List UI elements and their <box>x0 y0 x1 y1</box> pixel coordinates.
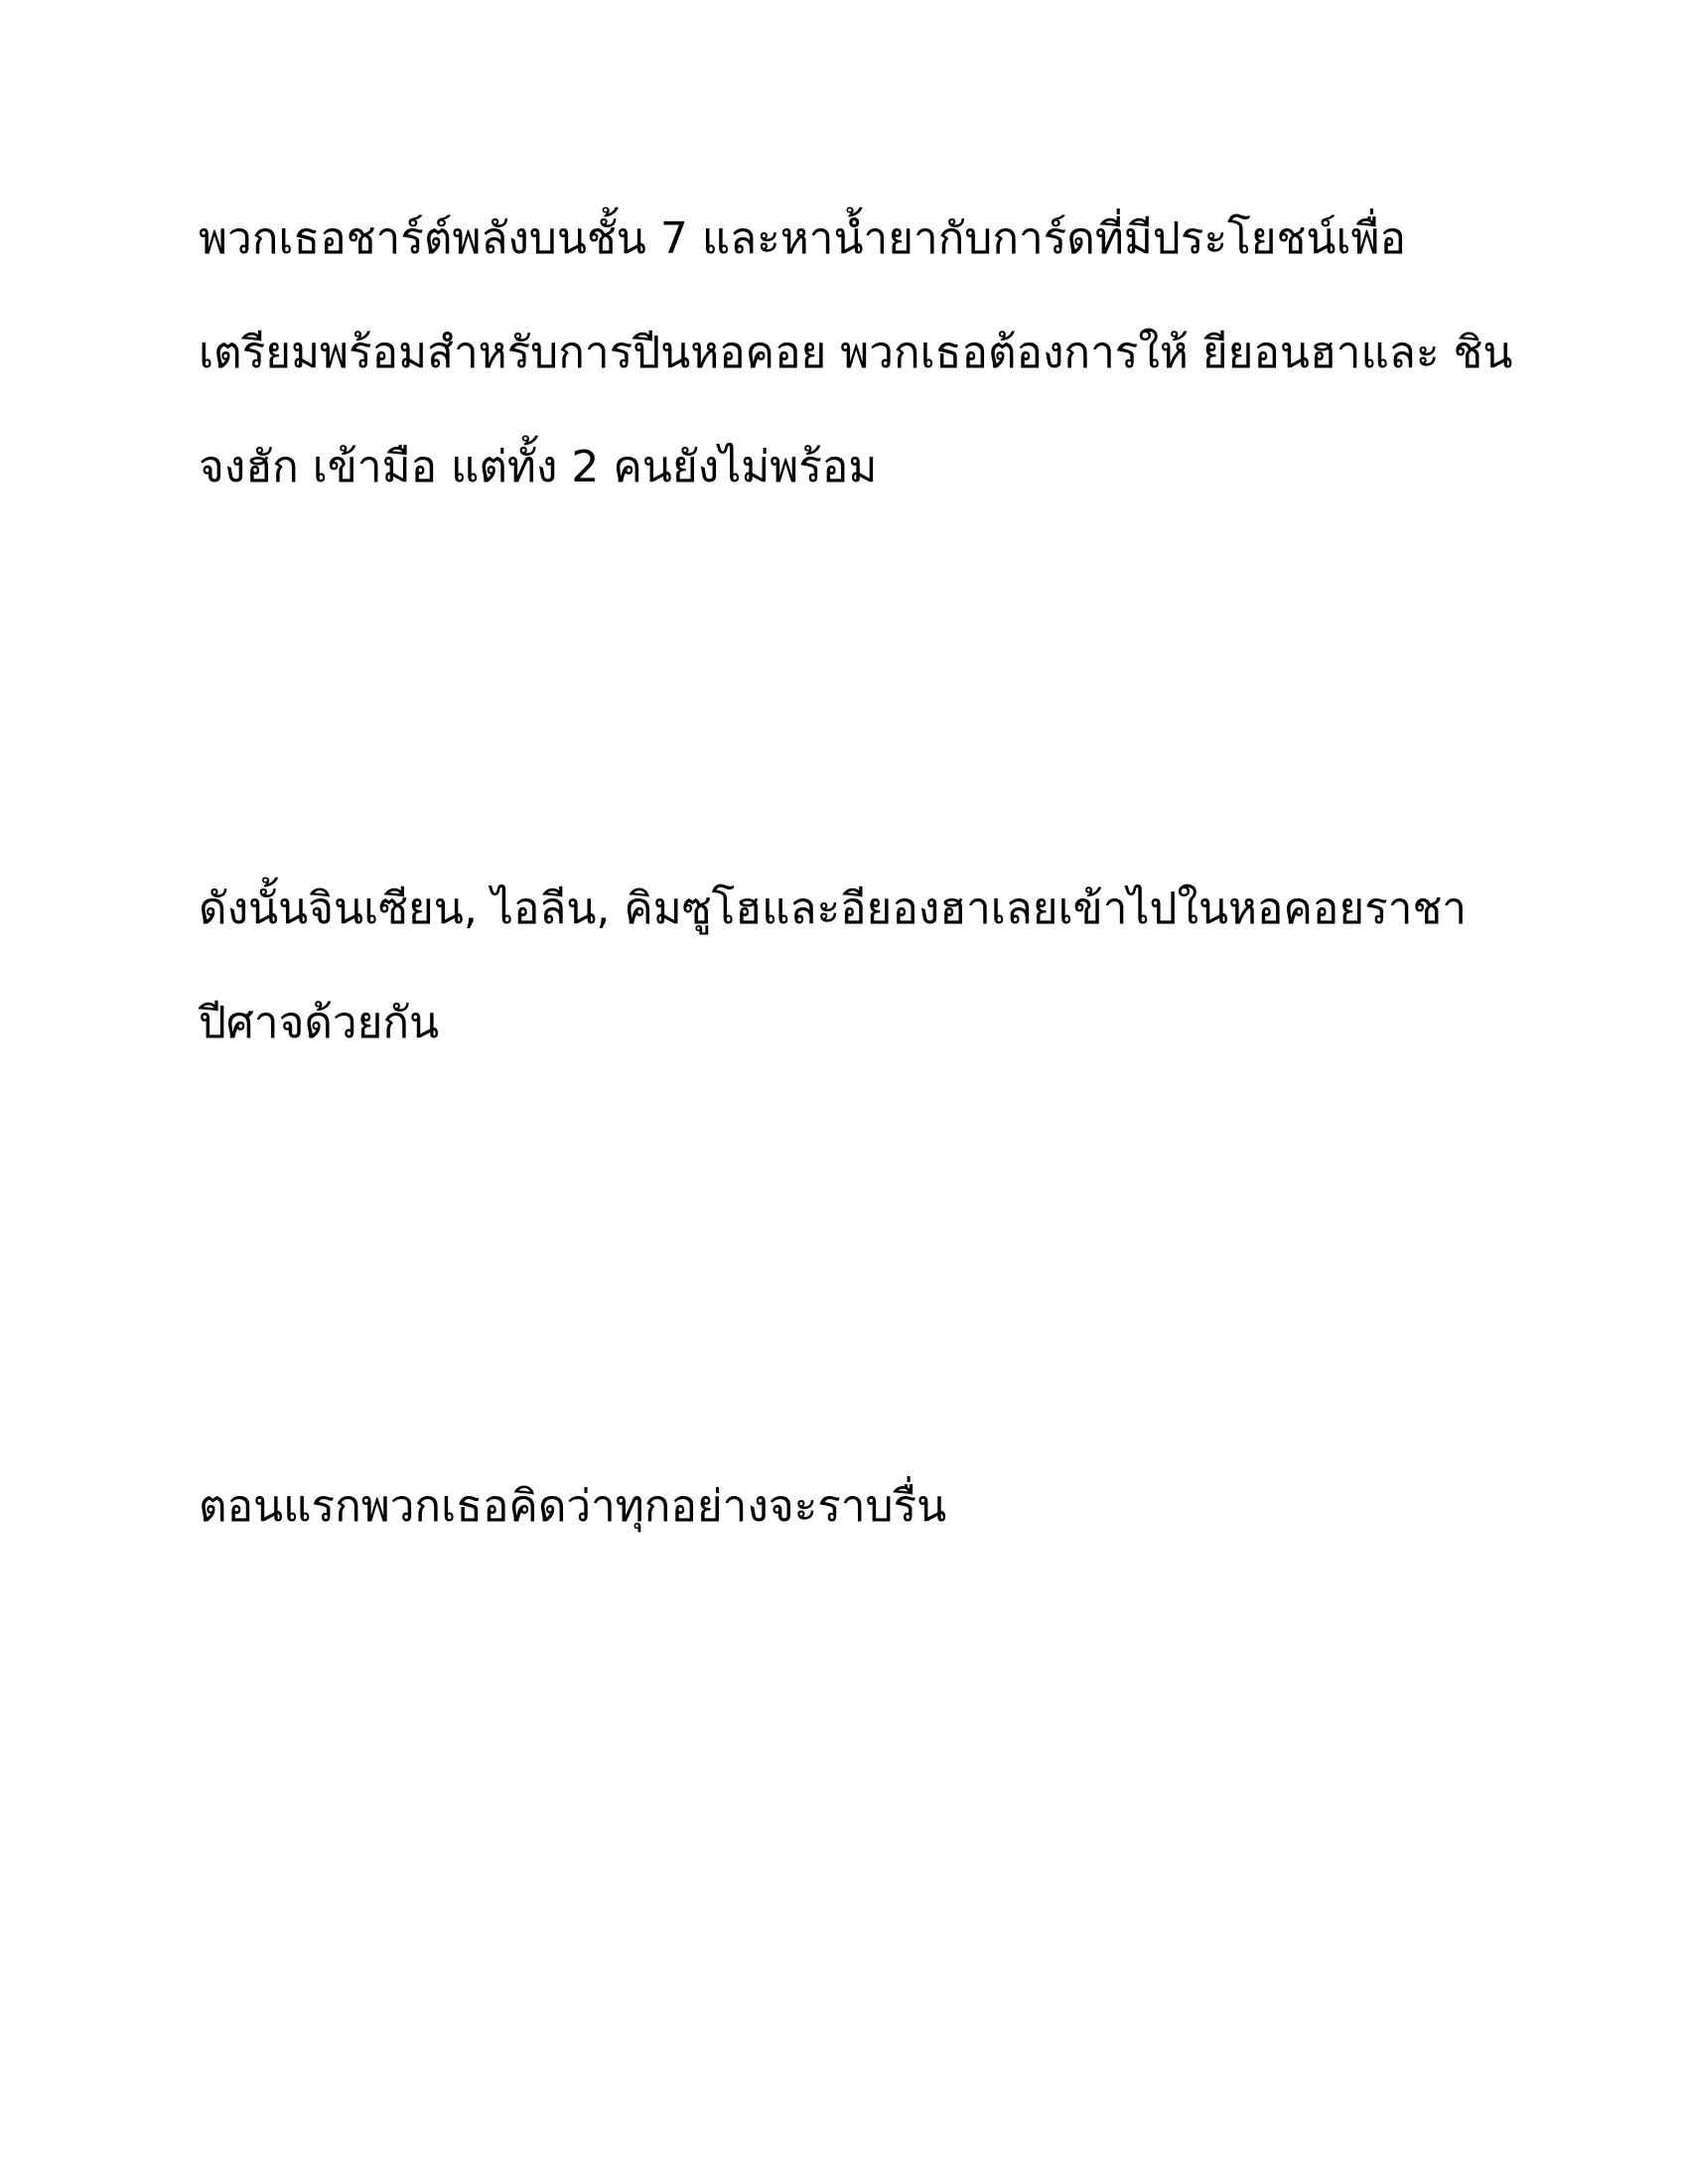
paragraph-line: พวกเธอชาร์ต์พลังบนชั้น 7 และหาน้ำยากับการ์ดที่มีประโยชน์เพื่อ <box>199 213 1406 264</box>
paragraph-line: ตอนแรกพวกเธอคิดว่าทุกอย่างจะราบรื่น <box>199 1481 947 1532</box>
paragraph-2 <box>199 852 1489 1080</box>
paragraph-line: จงฮัก เข้ามือ แต่ทั้ง 2 คนยังไม่พร้อม <box>199 442 878 492</box>
paragraph-3 <box>199 1449 1489 1564</box>
paragraph-line: ดังนั้นจินเซียน, ไอลีน, คิมซูโฮและอียองฮาเลยเข้าไปในหอคอยราชา <box>199 884 1468 934</box>
paragraph-1 <box>199 182 1513 524</box>
paragraph-line: ปีศาจด้วยกัน <box>199 998 440 1048</box>
paragraph-line: เตรียมพร้อมสำหรับการปีนหอคอย พวกเธอต้องการให้ ยียอนฮาและ ชิน <box>199 328 1513 378</box>
